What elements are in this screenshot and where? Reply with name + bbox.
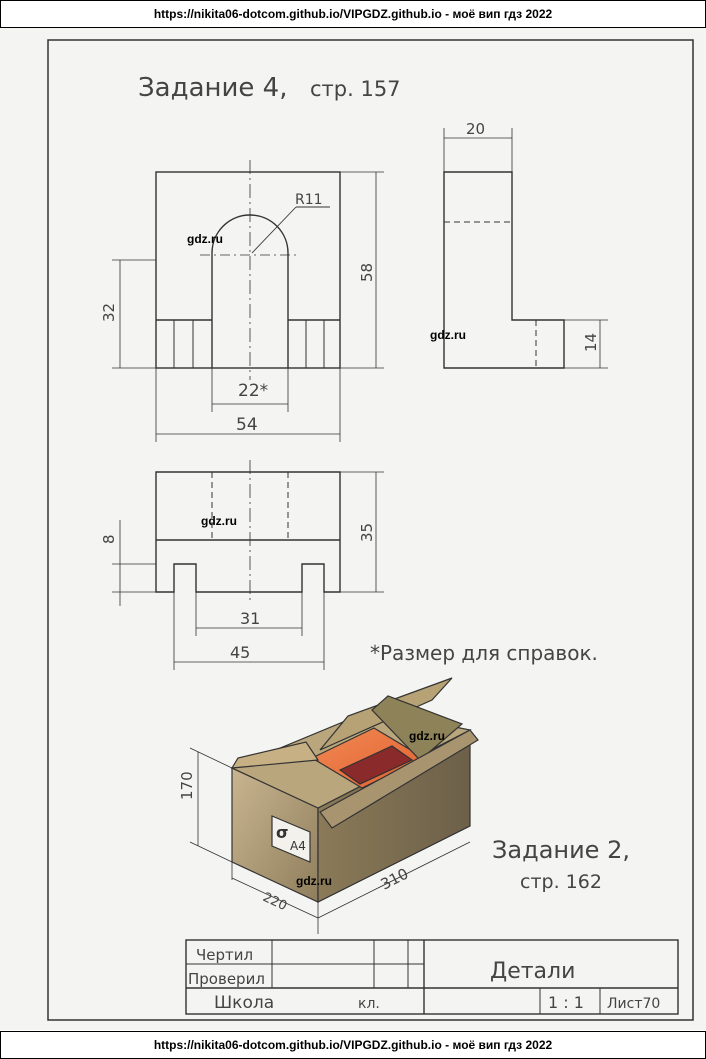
dim-220: 220 — [260, 890, 290, 915]
banner-link[interactable]: https://nikita06-dotcom.github.io/VIPGDZ.github.io — [153, 7, 442, 21]
task2-title: Задание 2, — [492, 836, 630, 864]
side-view — [444, 128, 608, 368]
dim-r11: R11 — [295, 192, 323, 208]
footer-tagline: - моё вип гдз 2022 — [445, 1038, 553, 1052]
dim-22: 22* — [238, 381, 269, 401]
dim-14: 14 — [582, 332, 600, 352]
dim-31: 31 — [240, 609, 261, 628]
top-view — [112, 460, 384, 670]
tb-class: кл. — [358, 996, 380, 1012]
technical-drawing — [0, 28, 706, 1030]
box-mark: σ — [276, 823, 289, 842]
dim-20: 20 — [466, 120, 486, 138]
task4-page: стр. 157 — [310, 77, 401, 101]
tb-scale: 1 : 1 — [548, 993, 584, 1012]
dim-54: 54 — [236, 415, 258, 435]
task2-page: стр. 162 — [520, 871, 602, 893]
tb-drawn: Чертил — [196, 946, 254, 964]
dim-32: 32 — [100, 302, 118, 322]
dim-170: 170 — [178, 771, 196, 800]
box-isometric — [190, 678, 478, 934]
bottom-banner — [0, 1031, 706, 1059]
drawing-sheet — [0, 28, 706, 1030]
tb-school: Школа — [214, 993, 275, 1013]
dim-8: 8 — [100, 534, 118, 544]
top-banner — [0, 0, 706, 28]
tb-checked: Проверил — [188, 970, 265, 988]
dim-58: 58 — [358, 262, 376, 282]
dim-310: 310 — [377, 864, 412, 894]
dim-35: 35 — [358, 522, 376, 542]
box-label: A4 — [290, 839, 306, 853]
watermark-3: gdz.ru — [201, 514, 237, 528]
tb-sheet: Лист70 — [607, 996, 661, 1012]
watermark-2: gdz.ru — [430, 328, 466, 342]
task4-title: Задание 4, — [138, 73, 288, 103]
dim-45: 45 — [230, 643, 251, 662]
watermark-4: gdz.ru — [409, 729, 445, 743]
watermark-1: gdz.ru — [187, 232, 223, 246]
tb-name: Детали — [490, 959, 576, 984]
footer-link[interactable]: https://nikita06-dotcom.github.io/VIPGDZ.github.io — [153, 1038, 442, 1052]
banner-tagline: - моё вип гдз 2022 — [445, 7, 553, 21]
watermark-5: gdz.ru — [296, 874, 332, 888]
reference-note: *Размер для справок. — [370, 641, 598, 665]
